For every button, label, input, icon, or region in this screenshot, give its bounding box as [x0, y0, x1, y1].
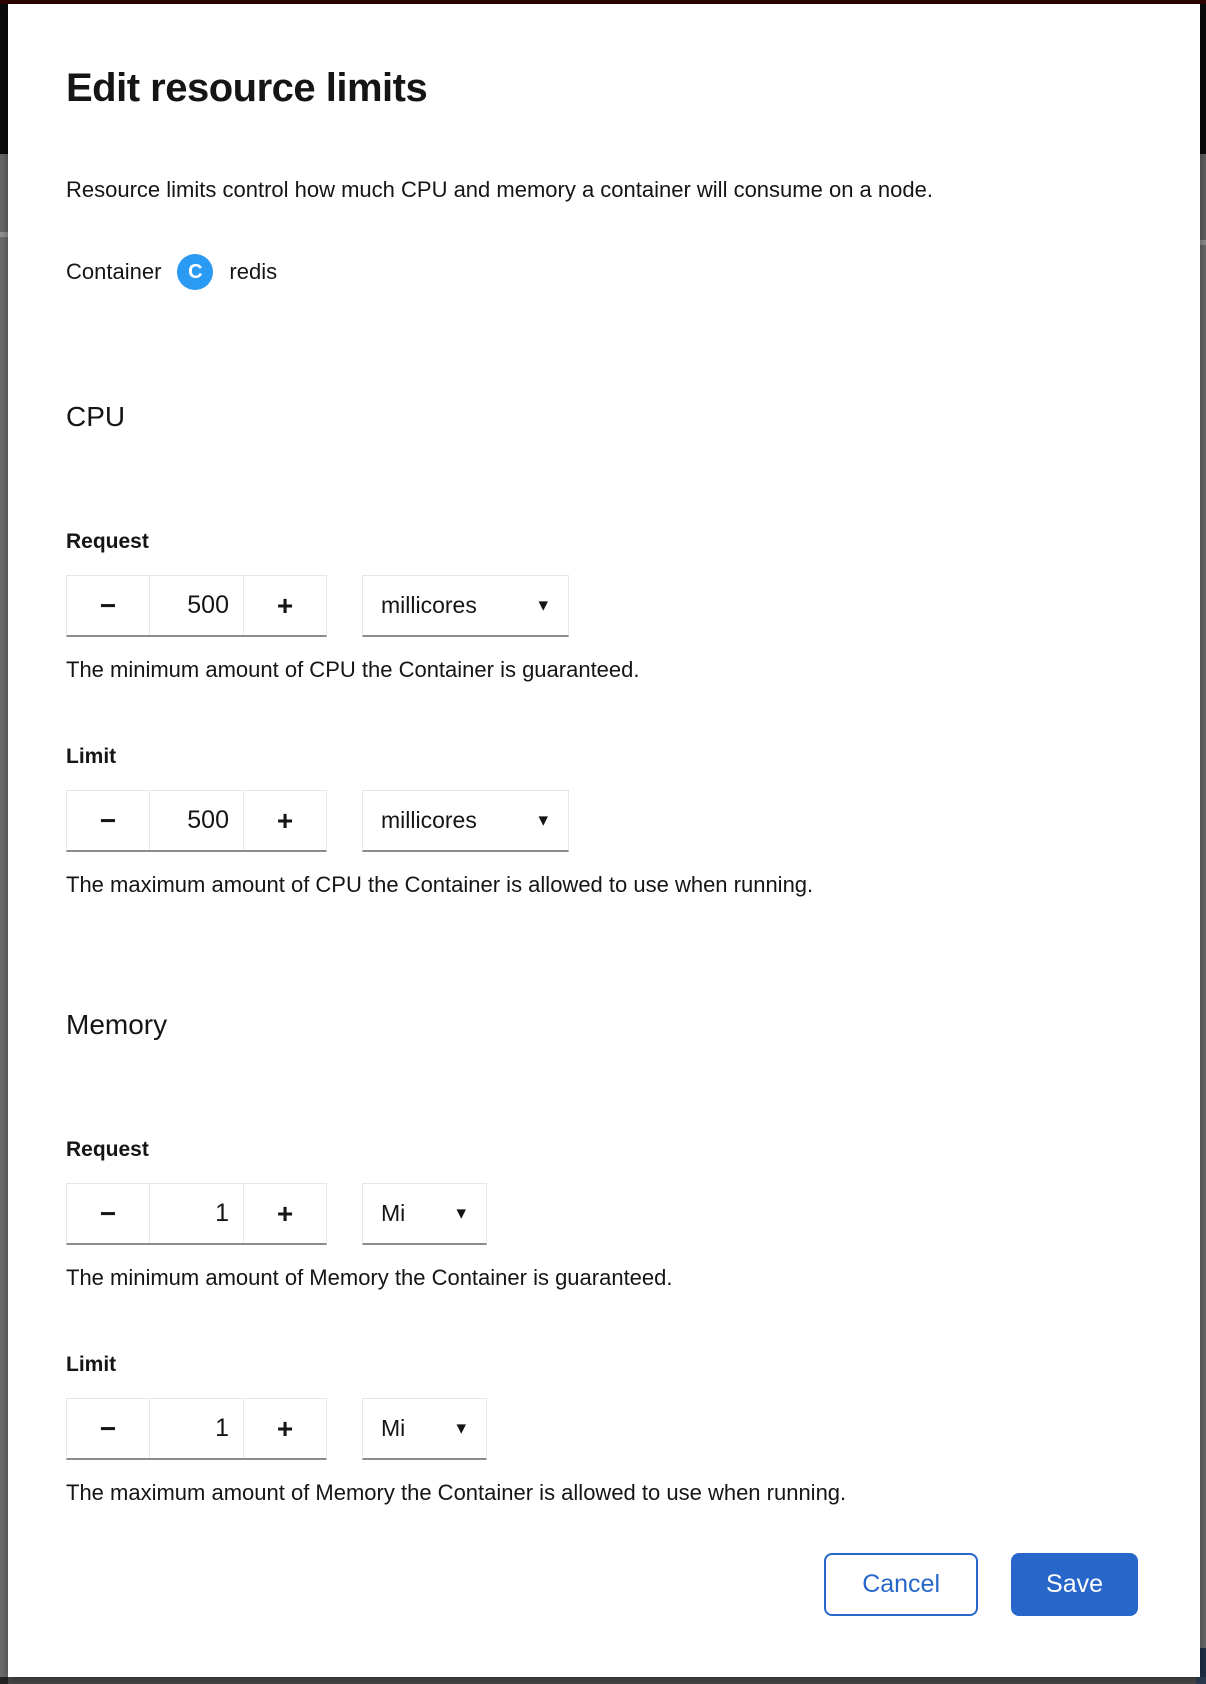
- page-edge-right: [1200, 4, 1206, 1677]
- memory-request-help-text: The minimum amount of Memory the Container is guaranteed.: [66, 1265, 673, 1290]
- memory-limit-unit-value: Mi: [381, 1415, 406, 1441]
- caret-down-icon: ▾: [456, 1203, 466, 1224]
- memory-limit-plus-button[interactable]: [244, 1399, 326, 1458]
- modal-description: Resource limits control how much CPU and memory a container will consume on a node.: [66, 177, 933, 202]
- cpu-limit-unit-value: millicores: [381, 807, 477, 833]
- cpu-limit-help-text: The maximum amount of CPU the Container is allowed to use when running.: [66, 872, 814, 897]
- cpu-limit-spinner: [66, 790, 327, 852]
- memory-limit-value-input[interactable]: [149, 1399, 244, 1458]
- memory-request-field: [66, 1138, 1140, 1291]
- container-row: [66, 254, 1140, 290]
- container-badge-icon: C: [177, 254, 213, 290]
- page-edge-left: [0, 4, 8, 1677]
- memory-limit-label: Limit: [66, 1353, 117, 1376]
- plus-icon: +: [276, 804, 294, 836]
- save-button[interactable]: Save: [1011, 1553, 1138, 1616]
- cpu-limit-plus-button[interactable]: [244, 791, 326, 850]
- section-heading-memory: Memory: [66, 1009, 168, 1040]
- cpu-limit-label: Limit: [66, 745, 117, 768]
- modal-footer: [66, 1553, 1140, 1616]
- caret-down-icon: ▾: [538, 595, 548, 616]
- cpu-limit-unit-select[interactable]: [362, 790, 569, 852]
- cpu-limit-minus-button[interactable]: [67, 791, 149, 850]
- memory-request-spinner: [66, 1183, 327, 1245]
- minus-icon: −: [99, 1412, 117, 1444]
- cpu-request-help-text: The minimum amount of CPU the Container is guaranteed.: [66, 657, 640, 682]
- plus-icon: +: [276, 1412, 294, 1444]
- memory-request-unit-select[interactable]: [362, 1183, 487, 1245]
- page-edge-bottom: [0, 1677, 1206, 1684]
- memory-limit-help-text: The maximum amount of Memory the Container is allowed to use when running.: [66, 1480, 847, 1505]
- cpu-request-spinner: [66, 575, 327, 637]
- section-heading-cpu: CPU: [66, 401, 126, 432]
- minus-icon: −: [99, 589, 117, 621]
- page-edge-scroll-thumb: [1200, 1648, 1206, 1677]
- cpu-limit-value-input[interactable]: [149, 791, 244, 850]
- cpu-request-label: Request: [66, 530, 149, 553]
- memory-request-value-input[interactable]: [149, 1184, 244, 1243]
- plus-icon: +: [276, 589, 294, 621]
- cpu-request-unit-value: millicores: [381, 592, 477, 618]
- memory-limit-minus-button[interactable]: [67, 1399, 149, 1458]
- cpu-request-value-input[interactable]: [149, 576, 244, 635]
- cpu-request-plus-button[interactable]: [244, 576, 326, 635]
- cancel-button[interactable]: Cancel: [824, 1553, 978, 1616]
- minus-icon: −: [99, 804, 117, 836]
- memory-request-unit-value: Mi: [381, 1200, 406, 1226]
- memory-request-label: Request: [66, 1138, 149, 1161]
- memory-limit-spinner: [66, 1398, 327, 1460]
- container-label: Container: [66, 259, 162, 284]
- memory-request-plus-button[interactable]: [244, 1184, 326, 1243]
- plus-icon: +: [276, 1197, 294, 1229]
- modal-title: Edit resource limits: [66, 66, 428, 110]
- memory-request-minus-button[interactable]: [67, 1184, 149, 1243]
- minus-icon: −: [99, 1197, 117, 1229]
- container-name: redis: [229, 259, 278, 284]
- edit-resource-limits-modal: [8, 4, 1200, 1677]
- cpu-limit-field: [66, 745, 1140, 898]
- memory-limit-unit-select[interactable]: [362, 1398, 487, 1460]
- caret-down-icon: ▾: [456, 1418, 466, 1439]
- cpu-request-field: [66, 530, 1140, 683]
- caret-down-icon: ▾: [538, 810, 548, 831]
- cpu-request-minus-button[interactable]: [67, 576, 149, 635]
- memory-limit-field: [66, 1353, 1140, 1506]
- cpu-request-unit-select[interactable]: [362, 575, 569, 637]
